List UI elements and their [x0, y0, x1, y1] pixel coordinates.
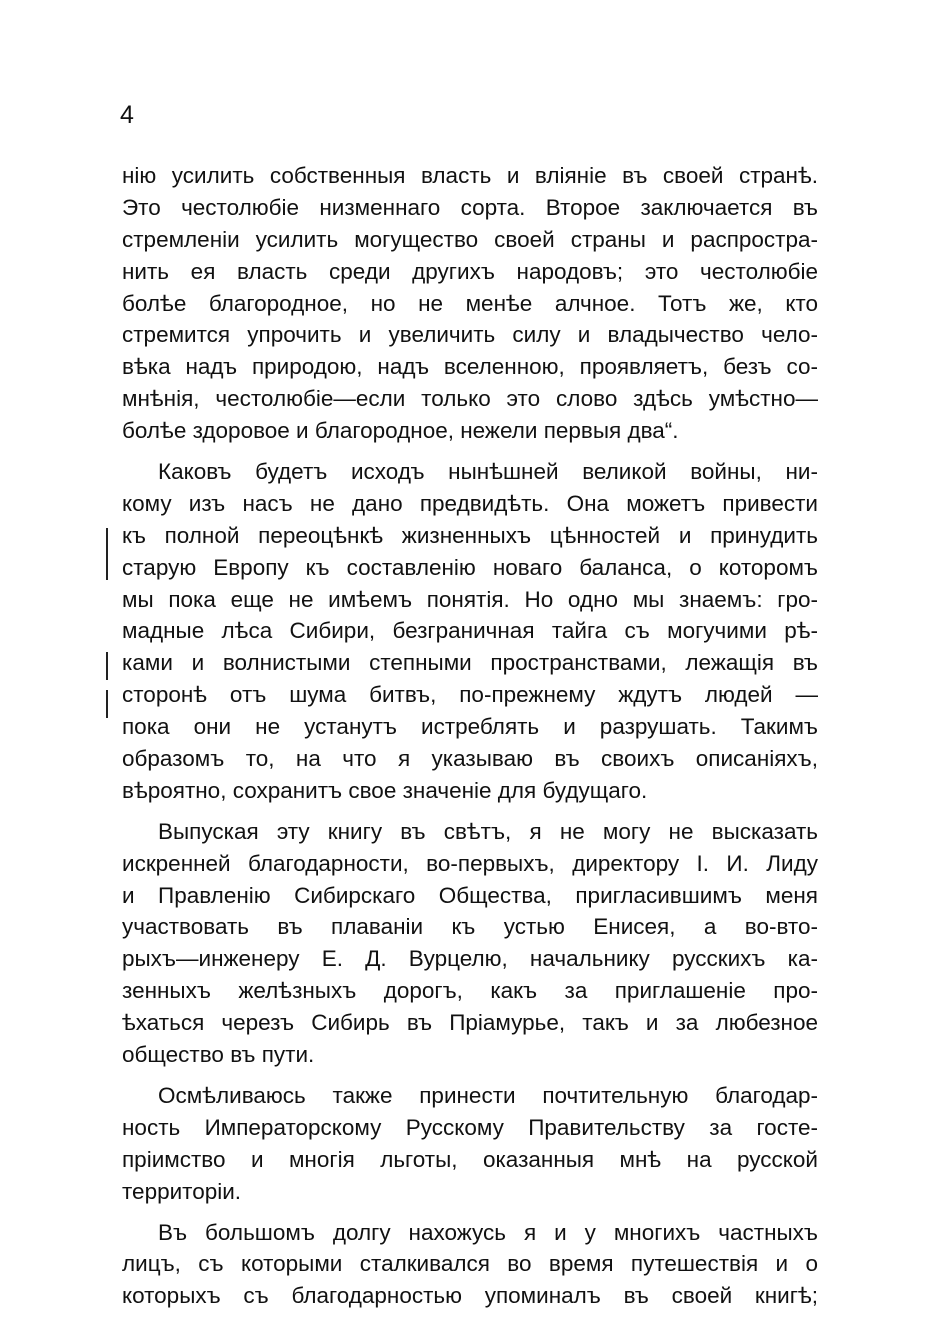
- text-line: нить ея власть среди другихъ народовъ; это честолюбіе: [122, 258, 818, 284]
- text-line: и Правленію Сибирскаго Общества, пригласившимъ меня: [122, 882, 818, 908]
- text-line: образомъ то, на что я указываю въ своихъ описаніяхъ,: [122, 746, 818, 772]
- paragraph: [122, 456, 818, 807]
- text-line: Осмѣливаюсь также принести почтительную благодар-: [158, 1082, 818, 1108]
- text-line: пріимство и многія льготы, оказанныя мнѣ на русской: [122, 1146, 818, 1172]
- margin-mark: [106, 652, 108, 680]
- text-line: вѣка надъ природою, надъ вселенною, проявляетъ, безъ со-: [122, 354, 818, 380]
- text-line: стремленіи усилить могущество своей страны и распростра-: [122, 226, 818, 252]
- text-line: Это честолюбіе низменнаго сорта. Второе заключается въ: [122, 194, 818, 220]
- text-line: болѣе благородное, но не менѣе алчное. Тотъ же, кто: [122, 290, 818, 316]
- margin-mark: [106, 528, 108, 572]
- text-line: ѣхаться черезъ Сибирь въ Пріамурье, такъ и за любезное: [122, 1010, 818, 1036]
- text-line: вѣроятно, сохранитъ свое значеніе для будущаго.: [122, 777, 648, 803]
- text-line: Выпуская эту книгу въ свѣтъ, я не могу не высказать: [158, 818, 818, 844]
- text-line: Въ большомъ долгу нахожусь я и у многихъ частныхъ: [158, 1219, 818, 1245]
- text-line: ками и волнистыми степными пространствами, лежащія въ: [122, 650, 818, 676]
- text-line: пока они не устанутъ истреблять и разрушать. Такимъ: [122, 714, 818, 740]
- page-number: 4: [120, 101, 134, 129]
- text-line: Каковъ будетъ исходъ нынѣшней великой войны, ни-: [158, 459, 818, 485]
- text-line: рыхъ—инженеру Е. Д. Вурцелю, начальнику русскихъ ка-: [122, 946, 818, 972]
- margin-mark: [106, 572, 108, 580]
- text-line: искренней благодарности, во-первыхъ, директору І. И. Лиду: [122, 850, 818, 876]
- text-line: болѣе здоровое и благородное, нежели первыя два“.: [122, 418, 679, 444]
- margin-mark: [106, 690, 108, 718]
- text-line: территоріи.: [122, 1178, 242, 1204]
- text-line: сторонѣ отъ шума битвъ, по-прежнему ждутъ людей —: [122, 682, 818, 708]
- text-line: старую Европу къ составленію новаго баланса, о которомъ: [122, 554, 818, 580]
- paragraph: [122, 816, 818, 1071]
- text-line: участвовать въ плаваніи къ устью Енисея, а во-вто-: [122, 914, 818, 940]
- text-line: лицъ, съ которыми сталкивался во время путешествія и о: [122, 1251, 818, 1277]
- text-line: мадные лѣса Сибири, безграничная тайга съ могучими рѣ-: [122, 618, 818, 644]
- text-line: къ полной переоцѣнкѣ жизненныхъ цѣнностей и принудить: [122, 522, 818, 548]
- text-line: мнѣнія, честолюбіе—если только это слово здѣсь умѣстно—: [122, 386, 818, 412]
- paragraph: [122, 1217, 818, 1313]
- text-line: которыхъ съ благодарностью упоминалъ въ своей книгѣ;: [122, 1283, 818, 1309]
- text-line: общество въ пути.: [122, 1042, 315, 1068]
- body-text: [122, 160, 818, 1312]
- paragraph: [122, 160, 818, 447]
- text-line: нію усилить собственныя власть и вліяніе въ своей странѣ.: [122, 163, 818, 188]
- text-line: ность Императорскому Русскому Правительству за госте-: [122, 1114, 818, 1140]
- text-line: зенныхъ желѣзныхъ дорогъ, какъ за приглашеніе про-: [122, 978, 818, 1004]
- text-line: мы пока еще не имѣемъ понятія. Но одно мы знаемъ: гро-: [122, 586, 818, 612]
- paragraph: [122, 1080, 818, 1208]
- text-line: кому изъ насъ не дано предвидѣть. Она можетъ привести: [122, 490, 818, 516]
- text-line: стремится упрочить и увеличить силу и владычество чело-: [122, 322, 818, 348]
